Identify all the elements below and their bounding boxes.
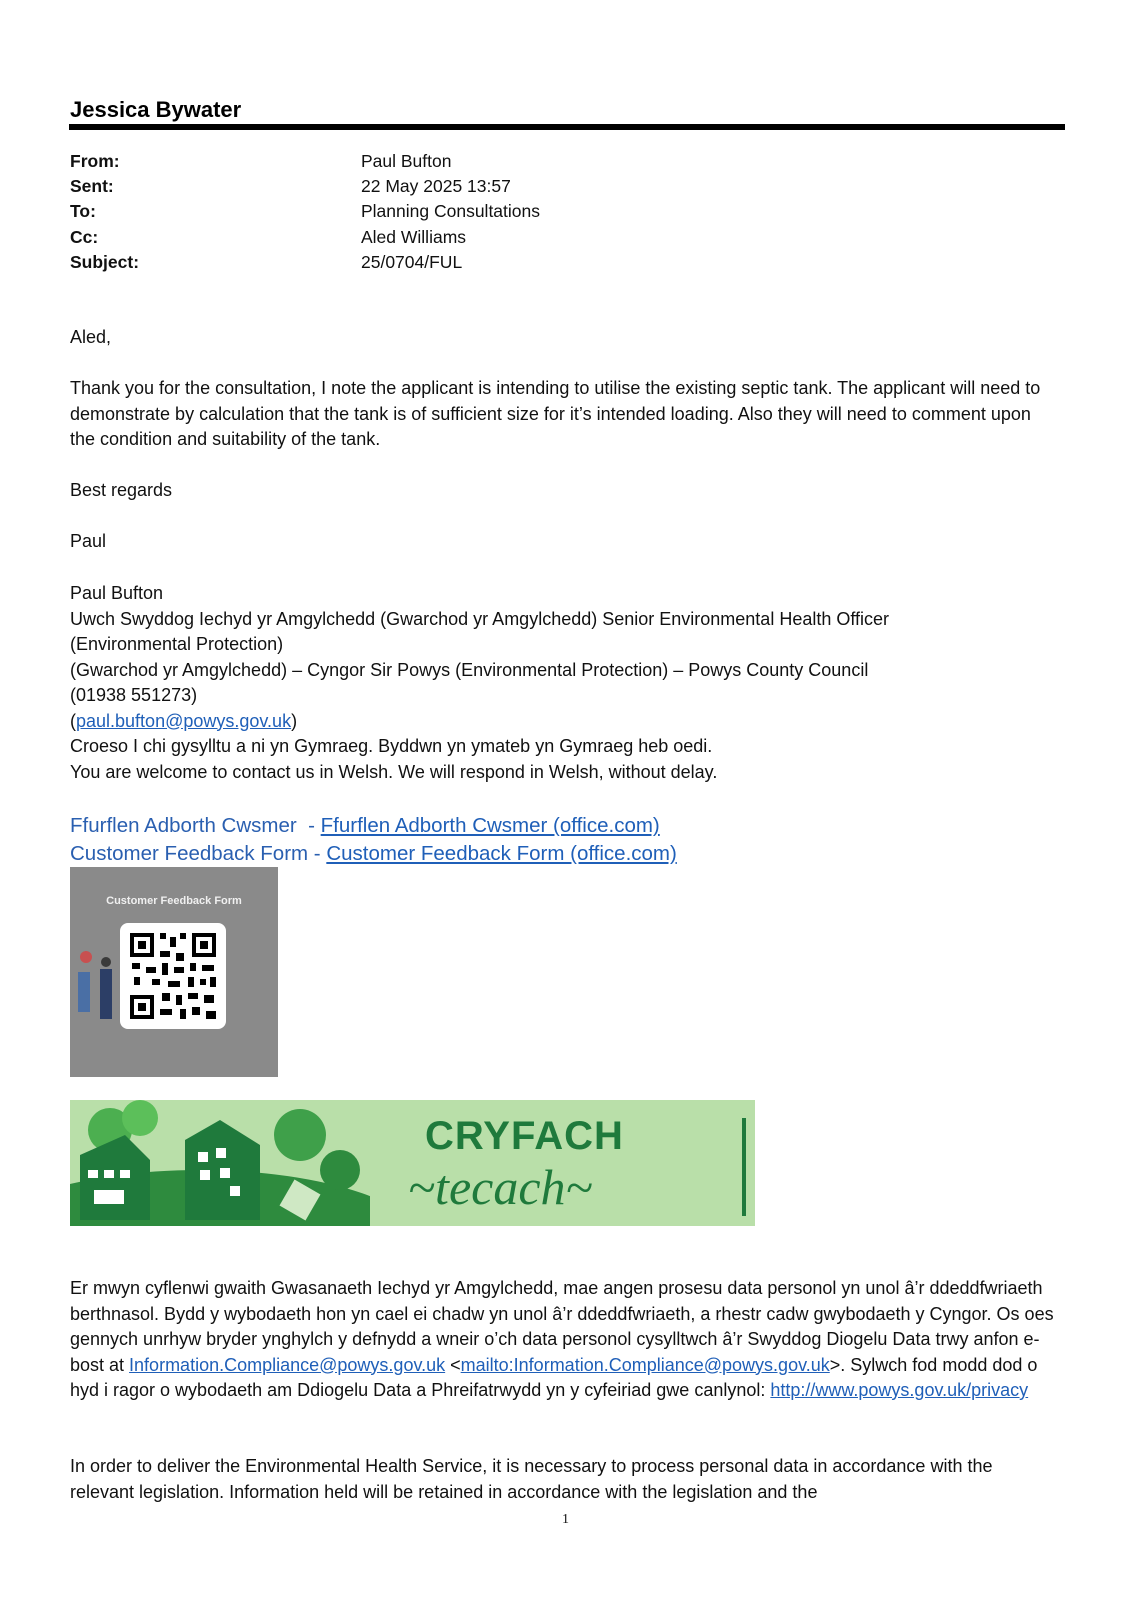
- compliance-email-link[interactable]: Information.Compliance@powys.gov.uk: [129, 1354, 446, 1375]
- signature-email-link[interactable]: paul.bufton@powys.gov.uk: [76, 710, 292, 731]
- english-feedback-label: Customer Feedback Form -: [70, 842, 327, 865]
- tree-icon: [274, 1109, 326, 1161]
- signature-org: (Gwarchod yr Amgylchedd) – Cyngor Sir Powys (Environmental Protection) – Powys County Council: [70, 659, 869, 680]
- from-label: From:: [70, 151, 120, 171]
- subject-label: Subject:: [70, 251, 140, 272]
- signature-email-line: [70, 709, 1060, 735]
- sent-row: [70, 176, 540, 201]
- paren-open: (: [70, 710, 76, 731]
- privacy-url-link[interactable]: http://www.powys.gov.uk/privacy: [770, 1380, 1029, 1400]
- privacy-welsh-text-2: <: [445, 1354, 461, 1375]
- greeting: Aled,: [70, 327, 112, 347]
- sign-name: Paul: [70, 531, 107, 551]
- english-notice: You are welcome to contact us in Welsh. We will respond in Welsh, without delay.: [70, 761, 718, 782]
- to-row: [70, 201, 540, 226]
- cc-label: Cc:: [70, 226, 99, 247]
- banner-word-tecach: ~tecach~: [408, 1159, 593, 1215]
- privacy-welsh: [70, 1276, 1055, 1404]
- from-row: [70, 151, 540, 176]
- paren-close: ): [291, 710, 298, 731]
- subject-row: [70, 252, 540, 277]
- feedback-qr-image[interactable]: [70, 867, 278, 1077]
- closing: Best regards: [70, 480, 173, 500]
- star-decoration: [80, 951, 92, 963]
- banner-illustration: [70, 1100, 370, 1226]
- signature-title-1: Uwch Swyddog Iechyd yr Amgylchedd (Gwarchod yr Amgylchedd) Senior Environmental Health Officer: [70, 608, 890, 629]
- to-label: To:: [70, 201, 96, 222]
- signature-phone: (01938 551273): [70, 685, 198, 705]
- sent-value: 22 May 2025 13:57: [361, 176, 511, 197]
- compliance-mailto-link[interactable]: mailto:Information.Compliance@powys.gov.uk: [460, 1354, 830, 1375]
- qr-caption: Customer Feedback Form: [106, 895, 242, 907]
- page-number: 1: [562, 1512, 569, 1527]
- signature-title-2: (Environmental Protection): [70, 634, 284, 654]
- figure-decoration: [78, 972, 90, 1012]
- welsh-feedback-link[interactable]: Ffurflen Adborth Cwsmer (office.com): [320, 814, 660, 837]
- banner-word-cryfach: CRYFACH: [425, 1114, 624, 1158]
- banner-divider: [742, 1118, 746, 1216]
- body-paragraph: Thank you for the consultation, I note the applicant is intending to utilise the existing septic tank. The applicant will need to demonstrate by calculation that the tank is of sufficient size for it’s intended loading. Also they will need to comment upon the condition and suitability of the tank.: [70, 378, 1041, 449]
- sent-label: Sent:: [70, 176, 114, 197]
- privacy-english: In order to deliver the Environmental Health Service, it is necessary to process personal data in accordance with the relevant legislation. Information held will be retained in accordance with the legislation and the: [70, 1456, 993, 1502]
- english-feedback-line: [70, 840, 677, 868]
- privacy-welsh-text-3: >. Sylwch fod modd dod o hyd i ragor o wybodaeth am Ddiogelu Data a Phreifatrwydd yn y cyfeiriad gwe canlynol:: [70, 1354, 1038, 1400]
- page-title: Jessica Bywater: [70, 97, 242, 122]
- qr-graphic: [70, 867, 278, 1077]
- to-value: Planning Consultations: [361, 201, 541, 222]
- signature-name: Paul Bufton: [70, 583, 164, 603]
- title-divider: [69, 124, 1065, 130]
- welsh-notice: Croeso I chi gysylltu a ni yn Gymraeg. Byddwn yn ymateb yn Gymraeg heb oedi.: [70, 736, 713, 756]
- subject-value: 25/0704/FUL: [361, 251, 463, 272]
- cc-value: Aled Williams: [361, 226, 467, 247]
- cryfach-tecach-banner: [70, 1100, 755, 1226]
- privacy-welsh-text-1: Er mwyn cyflenwi gwaith Gwasanaeth Iechyd yr Amgylchedd, mae angen prosesu data personol yn unol â’r ddeddfwriaeth berthnasol. Bydd y wybodaeth hon yn cael ei chadw yn unol â’r ddeddfwriaeth, a rhestr cadw gwybodaeth y Cyngor. Os oes gennych unrhyw bryder ynghylch y defnydd a wneir o’ch data personol cysylltwch â’r Swyddog Diogelu Data trwy anfon e-bost at: [70, 1278, 1054, 1375]
- email-header: [70, 151, 540, 277]
- from-value: Paul Bufton: [361, 151, 452, 171]
- welsh-feedback-line: [70, 812, 660, 840]
- english-feedback-link[interactable]: Customer Feedback Form (office.com): [326, 842, 677, 865]
- welsh-feedback-label: Ffurflen Adborth Cwsmer -: [70, 814, 321, 837]
- signature-block: [70, 581, 1060, 785]
- cc-row: [70, 227, 540, 252]
